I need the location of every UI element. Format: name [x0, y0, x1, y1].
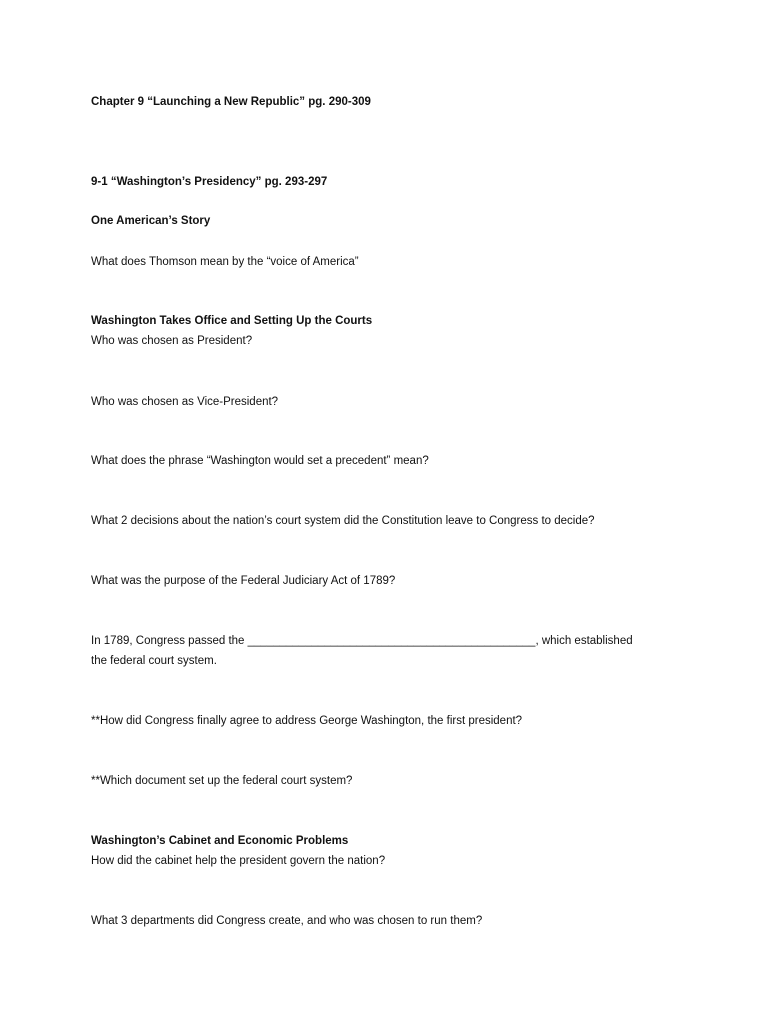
heading-cabinet: Washington’s Cabinet and Economic Problems	[91, 835, 349, 847]
question-judiciary-act: What was the purpose of the Federal Judiciary Act of 1789?	[91, 575, 396, 587]
story-heading: One American’s Story	[91, 215, 211, 227]
question-departments: What 3 departments did Congress create, and who was chosen to run them?	[91, 915, 483, 927]
heading-washington-takes-office: Washington Takes Office and Setting Up the Courts	[91, 315, 373, 327]
question-president: Who was chosen as President?	[91, 335, 253, 347]
question-address-washington: **How did Congress finally agree to address George Washington, the first president?	[91, 715, 523, 727]
chapter-title: Chapter 9 “Launching a New Republic” pg. 290-309	[91, 96, 371, 108]
question-cabinet: How did the cabinet help the president govern the nation?	[91, 855, 386, 867]
question-vice-president: Who was chosen as Vice-President?	[91, 396, 279, 408]
question-court-decisions: What 2 decisions about the nation’s court system did the Constitution leave to Congress to decide?	[91, 515, 595, 527]
fill-in-blank-line-2: the federal court system.	[91, 655, 217, 667]
question-precedent: What does the phrase “Washington would set a precedent” mean?	[91, 455, 429, 467]
fill-in-blank-line-1: In 1789, Congress passed the _____________________________________________, which established	[91, 635, 633, 647]
question-voice-of-america: What does Thomson mean by the “voice of America”	[91, 256, 359, 268]
section-title: 9-1 “Washington’s Presidency” pg. 293-297	[91, 176, 328, 188]
question-court-document: **Which document set up the federal court system?	[91, 775, 353, 787]
